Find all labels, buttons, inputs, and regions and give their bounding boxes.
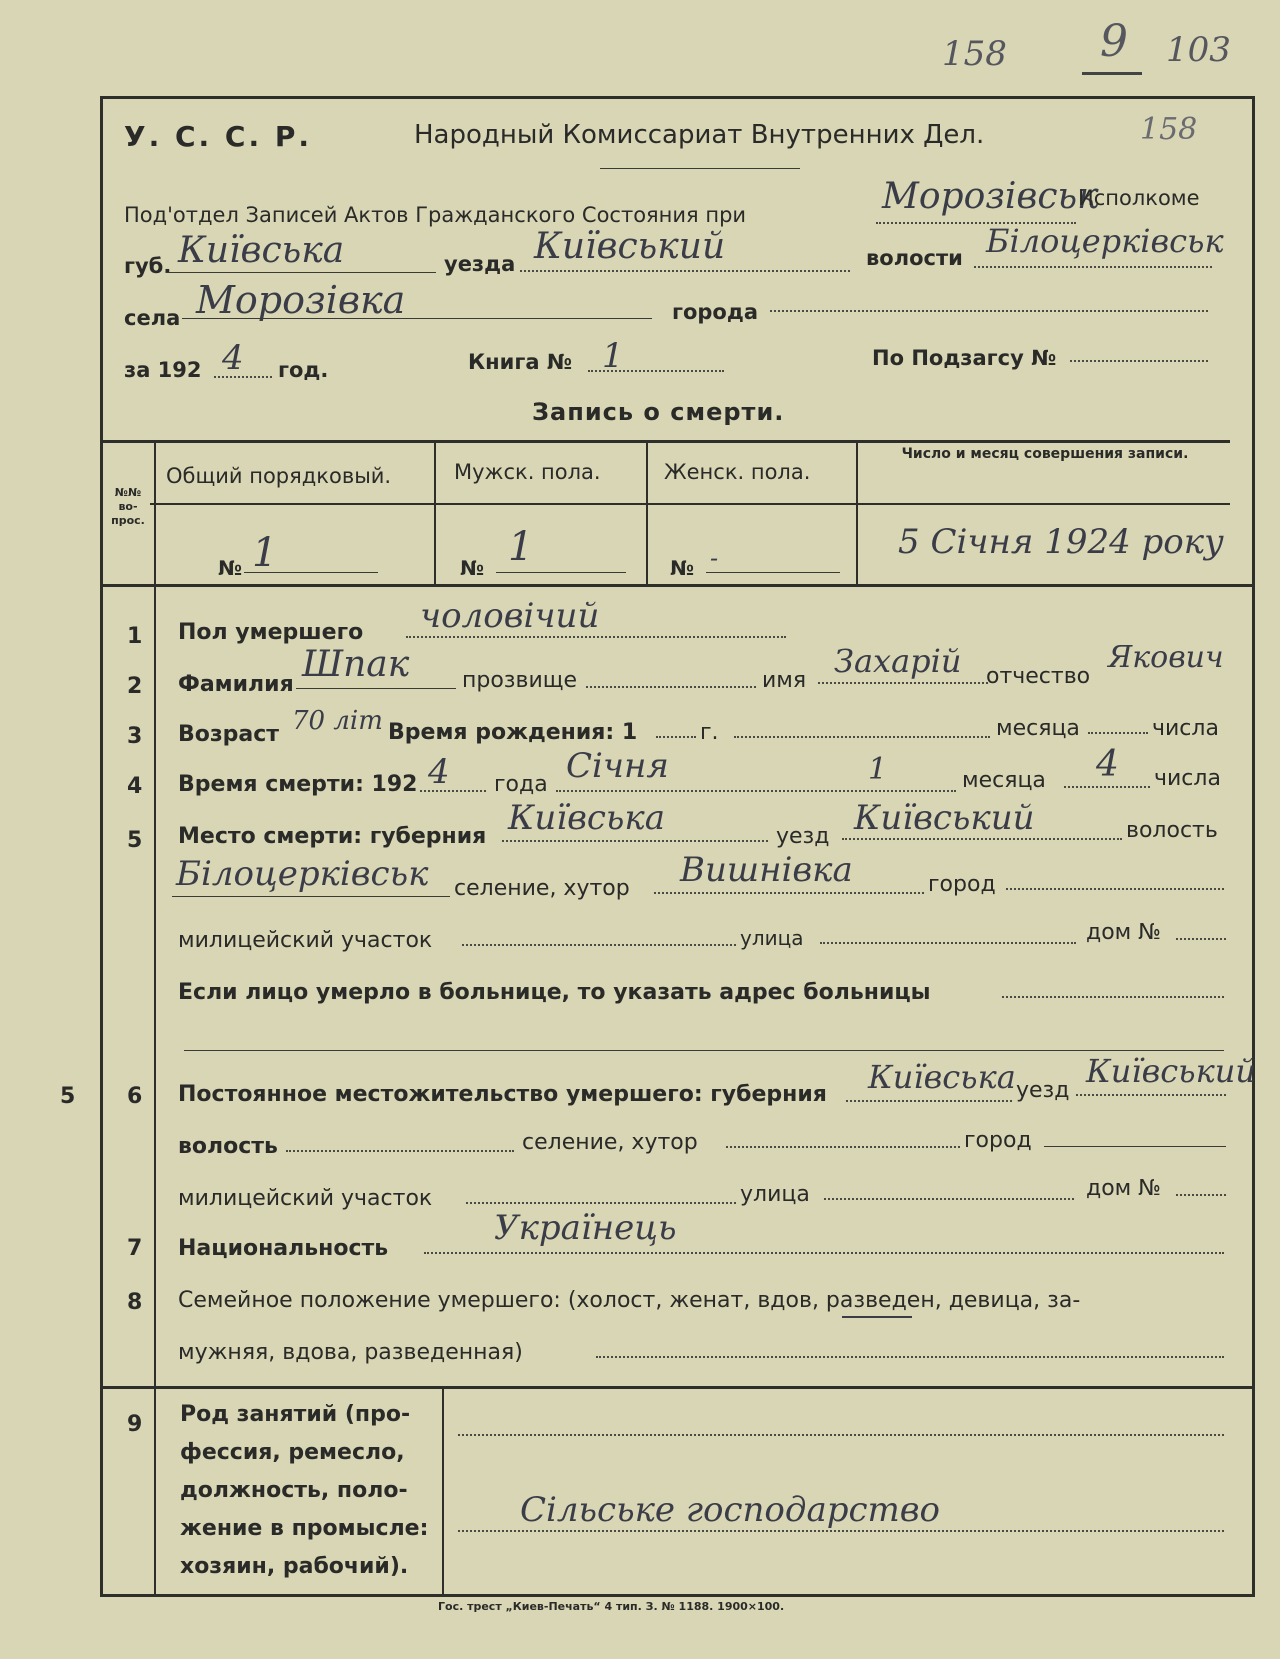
residence-village-label: селение, хутор [522, 1130, 698, 1155]
general-column-header: Общий порядковый. [166, 464, 392, 488]
residence-city-label: город [964, 1128, 1032, 1153]
sex-hand: чоловічий [420, 596, 600, 636]
date-column-header: Число и месяц совершения записи. [901, 446, 1189, 462]
uezd-label: уезда [444, 252, 516, 276]
row-number-6: 6 [127, 1084, 143, 1109]
marital-status-line1: Семейное положение умершего: (холост, женат, вдов, разведен, девица, за- [178, 1288, 1081, 1313]
occupation-label-2: фессия, ремесло, [180, 1440, 405, 1465]
ministry-label: Народный Комиссариат Внутренних Дел. [414, 120, 985, 150]
god-label: год. [278, 358, 329, 382]
death-uezd-hand: Київський [854, 798, 1035, 838]
archive-number-left: 158 [942, 34, 1007, 74]
hospital-label: Если лицо умерло в больнице, то указать адрес больницы [178, 980, 931, 1005]
occupation-hand: Сільське господарство [520, 1490, 941, 1530]
male-no-value: 1 [508, 524, 534, 570]
death-day-label: числа [1154, 766, 1221, 791]
patronymic-label: отчество [986, 664, 1091, 689]
row-number-7: 7 [127, 1236, 143, 1261]
residence-militia-label: милицейский участок [178, 1186, 433, 1211]
death-place-label: Место смерти: губерния [178, 824, 487, 849]
row-number-4: 4 [127, 774, 143, 799]
row-number-5: 5 [127, 828, 143, 853]
record-date-value: 5 Січня 1924 року [898, 522, 1224, 562]
death-year-label: года [494, 772, 548, 797]
row-number-3: 3 [127, 724, 143, 749]
marital-status-line2: мужняя, вдова, разведенная) [178, 1340, 523, 1365]
death-time-label: Время смерти: 192 [178, 772, 418, 797]
death-month-hand: Січня [566, 746, 669, 786]
birth-day-label: числа [1152, 716, 1219, 741]
general-no-value: 1 [252, 530, 278, 576]
death-volost-label: волость [1126, 818, 1218, 843]
age-label: Возраст [178, 722, 280, 747]
gub-hand: Київська [178, 230, 345, 271]
name-label: имя [762, 668, 807, 693]
header-number: 158 [1140, 112, 1198, 147]
row-number-8: 8 [127, 1290, 143, 1315]
row-number-1: 1 [127, 624, 143, 649]
printer-footer: Гос. трест „Киев-Печать“ 4 тип. З. № 1188. 1900×100. [438, 1600, 785, 1613]
goroda-label: города [672, 300, 758, 324]
volost-label: волости [866, 246, 963, 270]
general-no-label: № [218, 556, 243, 580]
selo-hand: Морозівка [196, 278, 406, 322]
female-no-value: - [710, 544, 719, 572]
kniga-hand: 1 [602, 336, 624, 376]
margin-mark: 5 [60, 1084, 76, 1109]
occupation-label-1: Род занятий (про- [180, 1402, 411, 1427]
residence-uezd-label: уезд [1016, 1078, 1070, 1103]
row-number-9: 9 [127, 1412, 143, 1437]
residence-gub-hand: Київська [868, 1058, 1016, 1096]
death-year-hand: 4 [428, 752, 450, 792]
death-house-label: дом № [1086, 920, 1162, 945]
volost-hand: Білоцерківськ [986, 222, 1224, 260]
death-city-label: город [928, 872, 996, 897]
row-number-2: 2 [127, 674, 143, 699]
surname-hand: Шпак [302, 644, 410, 685]
residence-street-label: улица [740, 1182, 810, 1207]
record-title: Запись о смерти. [532, 398, 785, 426]
surname-label: Фамилия [178, 672, 294, 697]
podzagsu-label: По Подзагсу № [872, 346, 1057, 370]
death-day-hand: 4 [1096, 744, 1119, 785]
kniga-label: Книга № [468, 350, 573, 374]
question-column-header: №№ во-прос. [111, 486, 145, 527]
archive-number-right: 103 [1166, 30, 1231, 70]
occupation-label-4: жение в промысле: [180, 1516, 429, 1541]
death-volost-hand: Білоцерківськ [176, 854, 429, 894]
selo-label: села [124, 306, 181, 330]
nationality-label: Национальность [178, 1236, 389, 1261]
death-uezd-label: уезд [776, 824, 830, 849]
residence-uezd-hand: Київський [1086, 1052, 1256, 1090]
death-month-label: месяца [962, 768, 1046, 793]
gub-label: губ. [124, 254, 172, 278]
year-hand: 4 [222, 338, 244, 378]
patronymic-hand: Якович [1108, 640, 1224, 675]
male-no-label: № [460, 556, 485, 580]
female-no-label: № [670, 556, 695, 580]
birth-label: Время рождения: 1 [388, 720, 638, 745]
republic-label: У. С. С. Р. [124, 120, 312, 153]
uezd-hand: Київський [534, 226, 726, 267]
sex-label: Пол умершего [178, 620, 364, 645]
female-column-header: Женск. пола. [664, 460, 811, 484]
nationality-hand: Українець [494, 1208, 677, 1248]
death-street-label: улица [740, 926, 804, 950]
name-hand: Захарій [834, 642, 962, 680]
age-hand: 70 літ [292, 706, 383, 736]
occupation-label-3: должность, поло- [180, 1478, 408, 1503]
residence-label: Постоянное местожительство умершего: губерния [178, 1082, 827, 1107]
residence-volost-label: волость [178, 1134, 278, 1159]
death-gub-hand: Київська [508, 798, 666, 838]
archive-number-middle: 9 [1100, 16, 1128, 67]
male-column-header: Мужск. пола. [454, 460, 601, 484]
year-label: за 192 [124, 358, 202, 382]
residence-house-label: дом № [1086, 1176, 1162, 1201]
birth-year-suffix: г. [700, 720, 719, 745]
death-month-mark: 1 [868, 752, 888, 787]
nickname-label: прозвище [462, 668, 578, 693]
subdept-label: Под'отдел Записей Актов Гражданского Состояния при [124, 203, 747, 227]
ispolkom-label: Исполкоме [1078, 186, 1200, 210]
occupation-label-5: хозяин, рабочий). [180, 1554, 409, 1579]
subdept-hand: Морозівськ [882, 176, 1099, 217]
death-militia-label: милицейский участок [178, 928, 433, 953]
death-village-hand: Вишнівка [680, 850, 853, 890]
death-village-label: селение, хутор [454, 876, 630, 901]
birth-month-label: месяца [996, 716, 1080, 741]
